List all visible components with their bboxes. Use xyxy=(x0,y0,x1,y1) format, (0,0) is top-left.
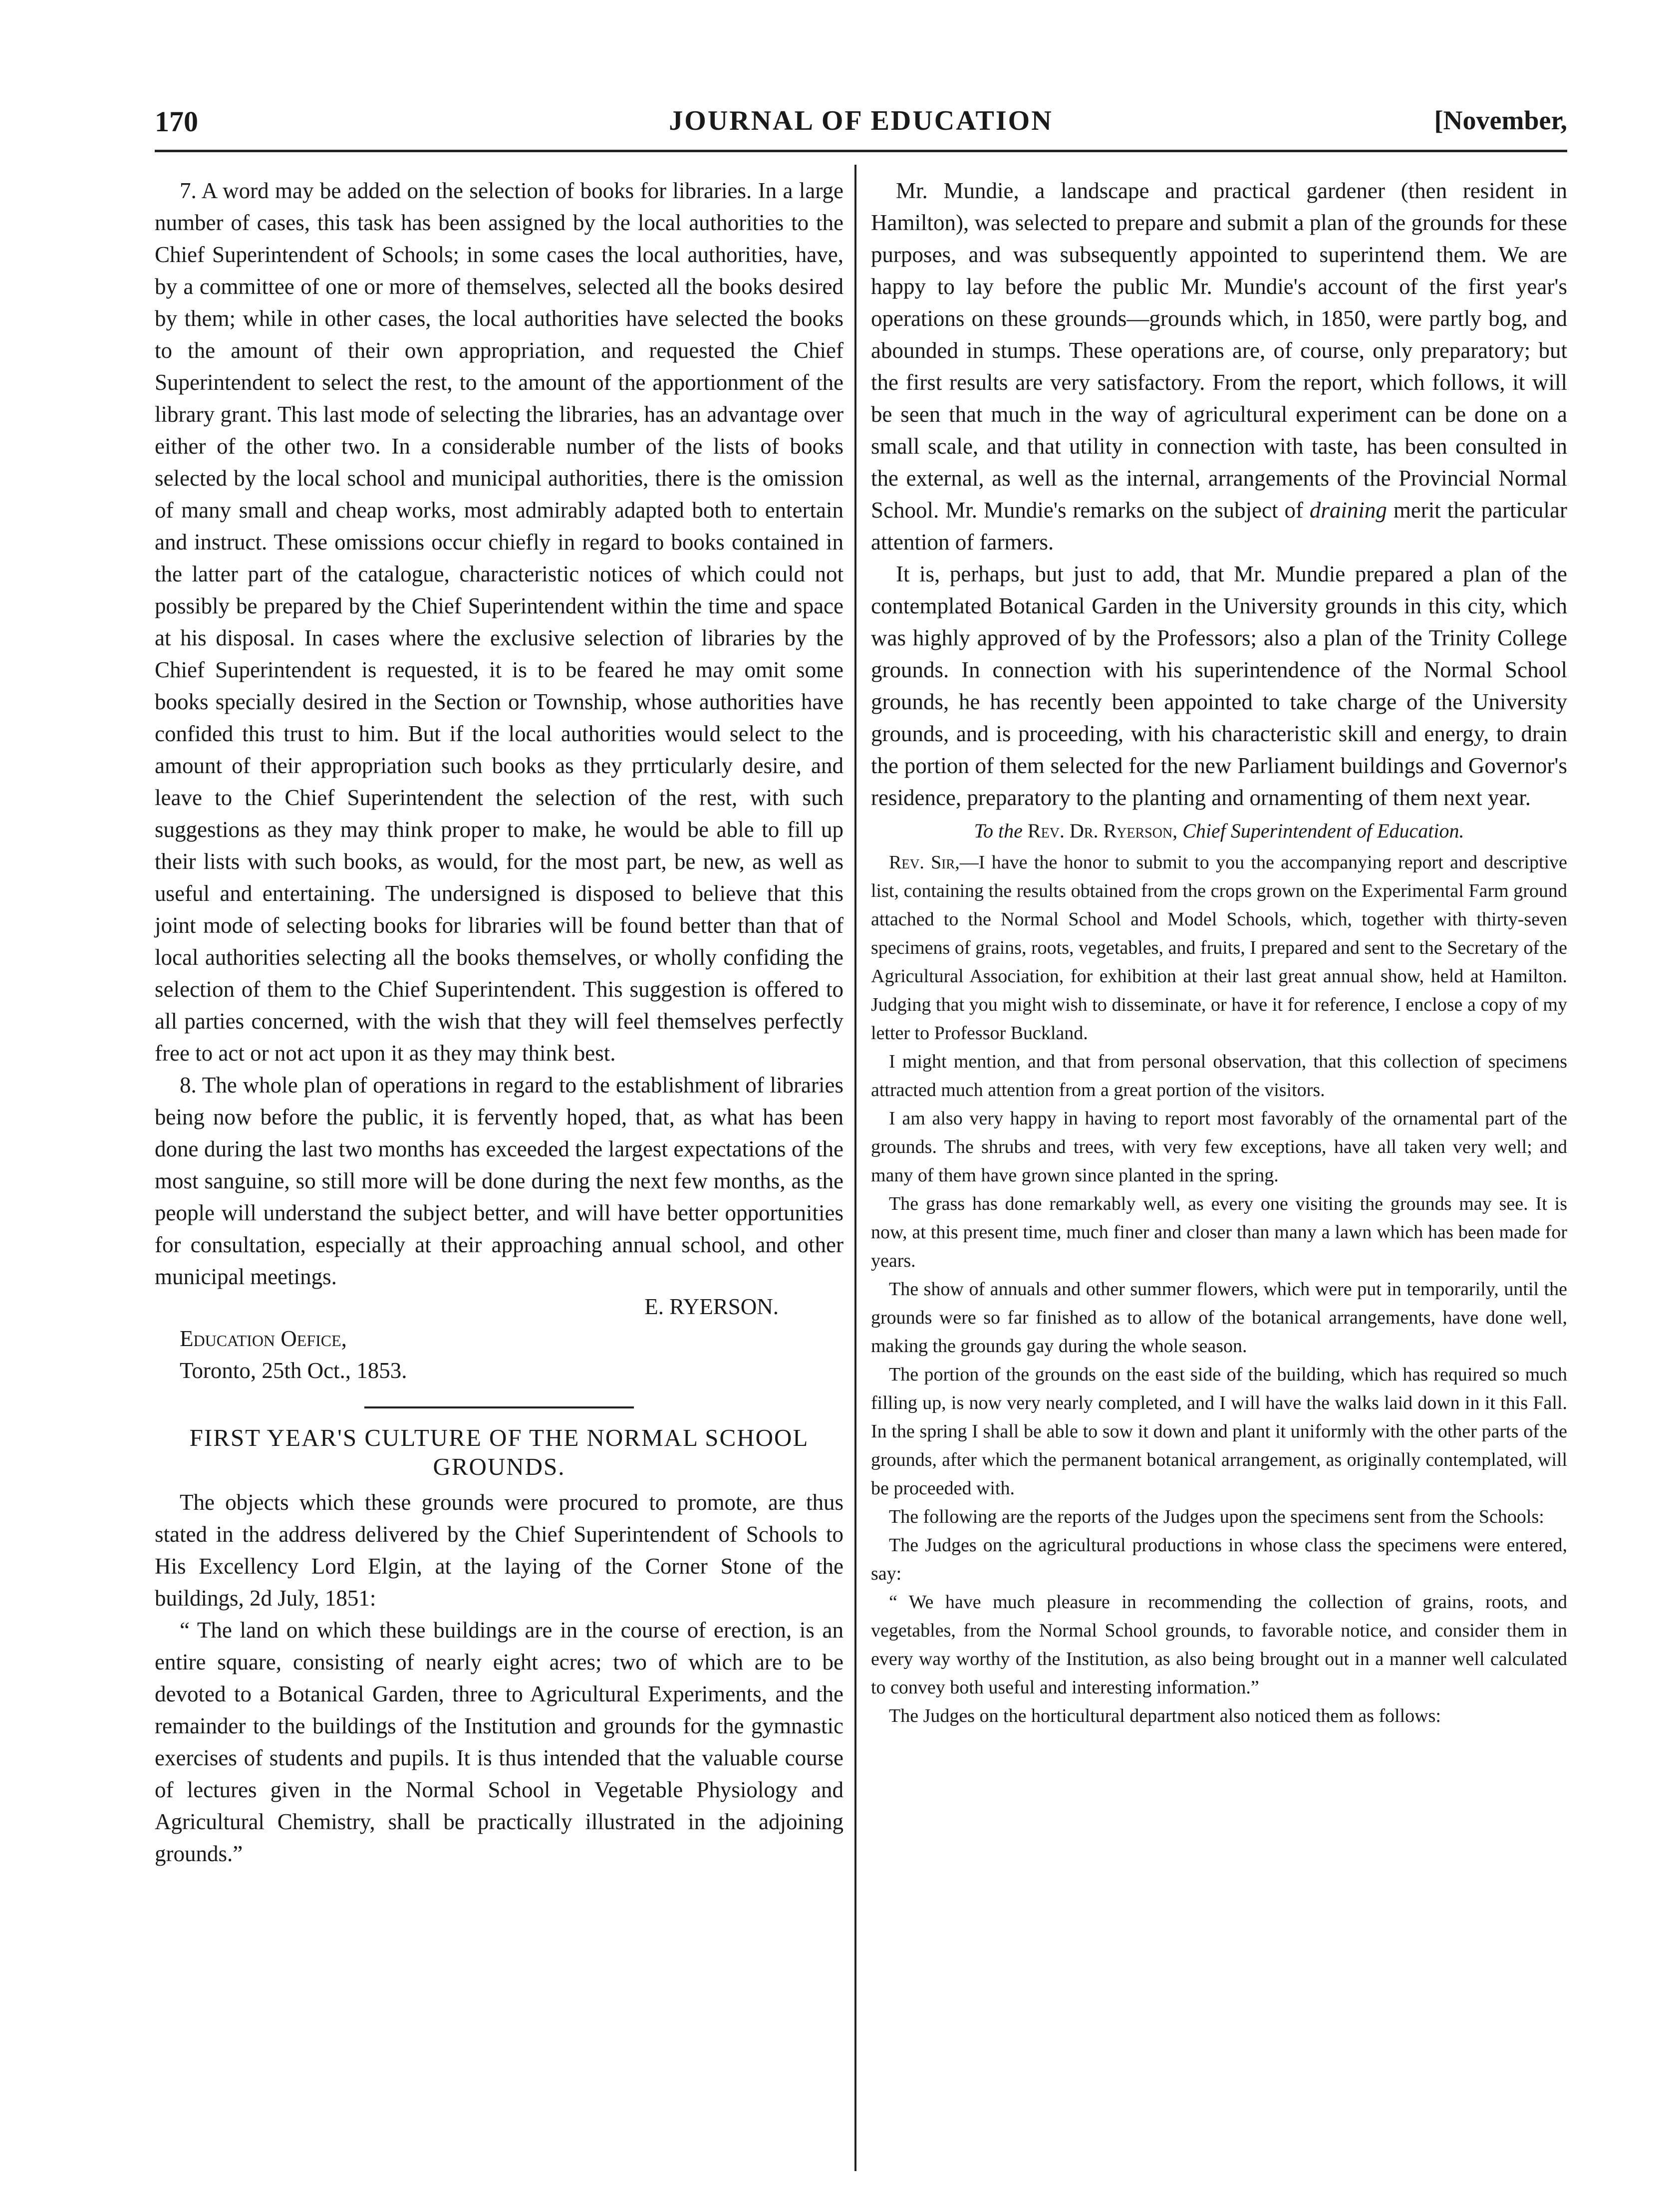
date-line: Toronto, 25th Oct., 1853. xyxy=(180,1358,407,1383)
letter-paragraph-4: The grass has done remarkably well, as every one visiting the grounds may see. It is now, at this present time, much finer and closer than many a lawn which has been made for years. xyxy=(871,1193,1567,1271)
paragraph-quote: “ The land on which these buildings are in the course of erection, is an entire square, consisting of nearly eight acres; two of which are to be devoted to a Botanical Garden, three to Agricultural Experiments, and the remainder to the buildings of the Institution and grounds for the gymnastic exercises of students and pupils. It is thus intended that the valuable course of lectures given in the Normal School in Vegetable Physiology and Agricultural Chemistry, shall be practically illustrated in the adjoining grounds.” xyxy=(155,1618,843,1866)
journal-title: JOURNAL OF EDUCATION xyxy=(669,105,1053,136)
section-divider xyxy=(364,1406,634,1408)
letter-paragraph-6: The portion of the grounds on the east side of the building, which has required so much filling up, is now very nearly completed, and I will have the walks laid down in it this Fall. In the spring I shall be able to sow it down and plant it uniformly with the other parts of the grounds, after which the permanent botanical arrangement, as originally contemplated, will be proceeded with. xyxy=(871,1364,1567,1499)
right-column xyxy=(871,175,1567,1730)
letter-paragraph-7: The following are the reports of the Judges upon the specimens sent from the Schools: xyxy=(889,1506,1544,1527)
mundie-1-italic: draining xyxy=(1309,498,1387,523)
address-title: Chief Superintendent of Education. xyxy=(1182,820,1464,842)
letter-paragraph-5: The show of annuals and other summer flowers, which were put in temporarily, until the grounds were so far finished as to allow of the botanical arrangements, have done well, making the grounds gay during the whole season. xyxy=(871,1279,1567,1357)
salutation: Rev. Sir, xyxy=(889,852,960,873)
mundie-1-text: Mr. Mundie, a landscape and practical gardener (then resident in Hamilton), was selected to prepare and submit a plan of the grounds for these purposes, and was subsequently appointed to superintend them. We are happy to lay before the public Mr. Mundie's account of the first year's operations on these grounds—grounds which, in 1850, were partly bog, and abounded in stumps. These operations are, of course, only preparatory; but the first results are very satisfactory. From the report, which follows, it will be seen that much in the way of agricultural experiment can be done on a small scale, and that utility in connection with taste, has been consulted in the external, as well as the internal, arrangements of the Provincial Normal School. Mr. Mundie's remarks on the subject of xyxy=(871,178,1567,523)
letter-p1-text: —I have the honor to submit to you the accompanying report and descriptive list, containing the results obtained from the crops grown on the Experimental Farm ground attached to the Normal School and Model Schools, which, together with thirty-seven specimens of grains, roots, vegetables, and fruits, I prepared and sent to the Secretary of the Agricultural Association, for exhibition at their last great annual show, held at Hamilton. Judging that you might wish to disseminate, or have it for reference, I enclose a copy of my letter to Professor Buckland. xyxy=(871,852,1567,1044)
section-title: FIRST YEAR'S CULTURE OF THE NORMAL SCHOOL GROUNDS. xyxy=(189,1424,809,1480)
paragraph-7: 7. A word may be added on the selection of books for libraries. In a large number of cases, this task has been assigned by the local authorities to the Chief Superintendent of Schools; in some cases the local authorities, have, by a committee of one or more of themselves, selected all the books desired by them; while in other cases, the local authorities have selected the books to the amount of their own appropriation, and requested the Chief Superintendent to select the rest, to the amount of the apportionment of the library grant. This last mode of selecting the libraries, has an advantage over either of the other two. In a considerable number of the lists of books selected by the local school and municipal authorities, there is the omission of many small and cheap works, most admirably adapted both to entertain and instruct. These omissions occur chiefly in regard to books contained in the latter part of the catalogue, characteristic notices of which could not possibly be prepared by the Chief Superintendent within the time and space at his disposal. In cases where the exclusive selection of libraries by the Chief Superintendent is requested, it is to be feared he may omit some books specially desired in the Section or Township, whose authorities have confided this trust to him. But if the local authorities would select to the amount of their appropriation such books as they prrticularly desire, and leave to the Chief Superintendent the selection of the rest, with such suggestions as they may think proper to make, he would be able to fill up their lists with such books, as would, for the most part, be new, as well as useful and entertaining. The undersigned is disposed to believe that this joint mode of selecting books for libraries will be found better than that of local authorities selecting all the books themselves, or wholly confiding the selection of them to the Chief Superintendent. This suggestion is offered to all parties concerned, with the wish that they will feel themselves perfectly free to act or not act upon it as they may think best. xyxy=(155,178,843,1066)
column-divider xyxy=(854,165,856,2171)
signature: E. RYERSON. xyxy=(644,1294,779,1319)
address-name: Rev. Dr. Ryerson, xyxy=(1027,820,1178,842)
letter-paragraph-3: I am also very happy in having to report most favorably of the ornamental part of the grounds. The shrubs and trees, with very few exceptions, have all taken very well; and many of them have grown since planted in the spring. xyxy=(871,1108,1567,1186)
left-column xyxy=(155,175,843,1870)
letter-paragraph-8: The Judges on the agricultural productions in whose class the specimens were entered, say: xyxy=(871,1535,1567,1584)
page-number: 170 xyxy=(155,105,198,138)
letter-paragraph-9: “ We have much pleasure in recommending the collection of grains, roots, and vegetables, from the Normal School grounds, to favorable notice, and consider them in every way worthy of the Institution, as also being brought out in a manner well calculated to convey both useful and interesting information.” xyxy=(871,1592,1567,1698)
office-line: Education Oefice, xyxy=(180,1326,347,1351)
letter-paragraph-10: The Judges on the horticultural department also noticed them as follows: xyxy=(889,1705,1441,1726)
paragraph-mundie-2: It is, perhaps, but just to add, that Mr. Mundie prepared a plan of the contemplated Botanical Garden in the University grounds in this city, which was highly approved of by the Professors; also a plan of the Trinity College grounds. In connection with his superintendence of the Normal School grounds, he has recently been appointed to take charge of the University grounds, and is proceeding, with his characteristic skill and energy, to drain the portion of them selected for the new Parliament buildings and Governor's residence, preparatory to the planting and ornamenting of them next year. xyxy=(871,561,1567,810)
address-to: To the xyxy=(974,820,1023,842)
paragraph-8: 8. The whole plan of operations in regard to the establishment of libraries being now before the public, it is fervently hoped, that, as what has been done during the last two months has exceeded the largest expectations of the most sanguine, so still more will be done during the next few months, as the people will understand the subject better, and will have better opportunities for consultation, especially at their approaching annual school, and other municipal meetings. xyxy=(155,1073,843,1289)
paragraph-mundie-1 xyxy=(871,175,1567,558)
letter-paragraph-2: I might mention, and that from personal observation, that this collection of specimens attracted much attention from a great portion of the visitors. xyxy=(871,1051,1567,1101)
letter-address xyxy=(871,817,1567,845)
mundie-1-end: merit the particular attention of farmers. xyxy=(871,498,1567,554)
page-header xyxy=(155,105,1567,145)
header-month: [November, xyxy=(1434,105,1567,135)
header-rule xyxy=(155,150,1567,152)
letter-paragraph-1 xyxy=(871,848,1567,1048)
paragraph-objects: The objects which these grounds were procured to promote, are thus stated in the address delivered by the Chief Superintendent of Schools to His Excellency Lord Elgin, at the laying of the Corner Stone of the buildings, 2d July, 1851: xyxy=(155,1490,843,1611)
